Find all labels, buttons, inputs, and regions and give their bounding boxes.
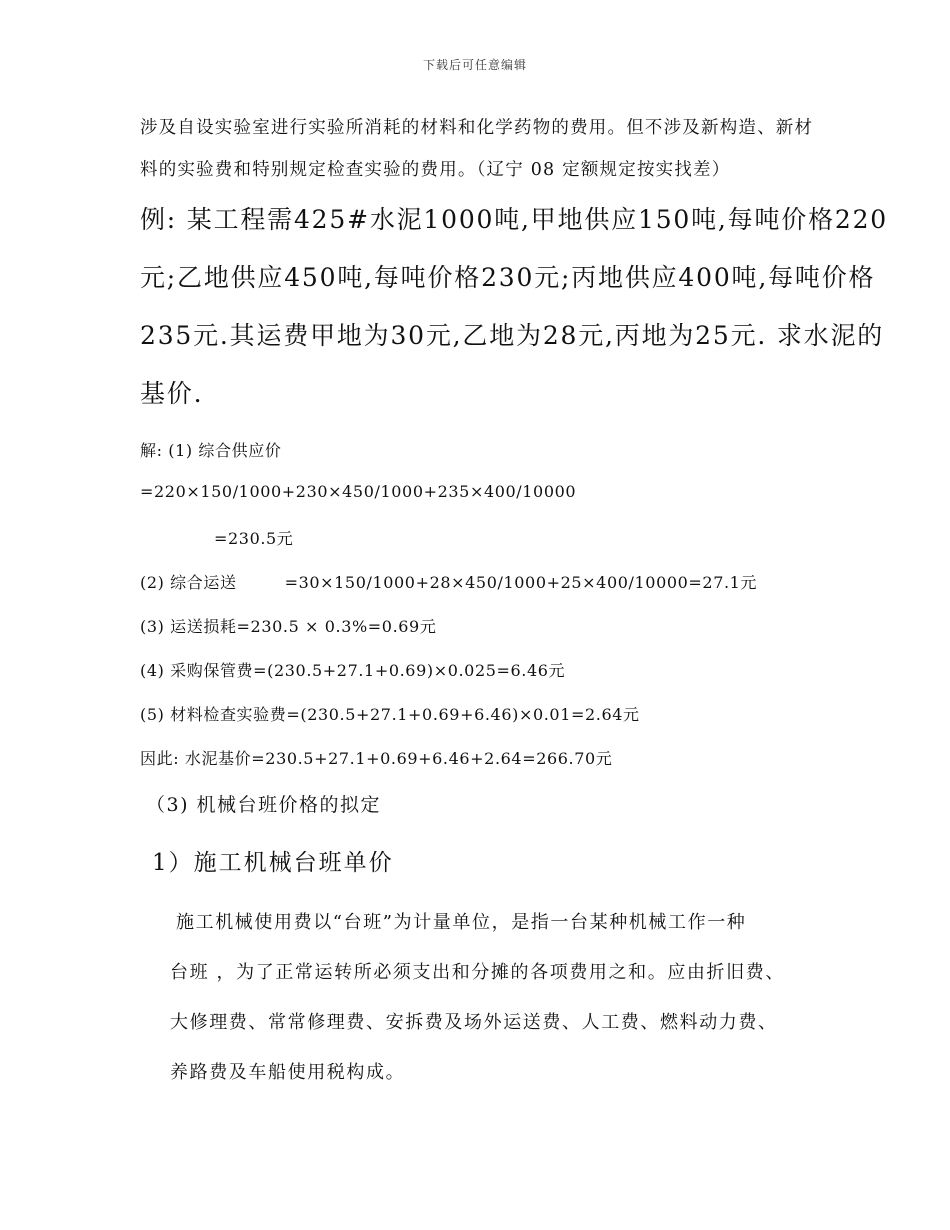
intro-line-2: 料的实验费和特别规定检查实验的费用。（辽宁 08 定额规定按实找差）: [140, 160, 731, 180]
solution-step-4: (4) 采购保管费=(230.5+27.1+0.69)×0.025=6.46元: [140, 661, 566, 680]
step-2-label: (2) 综合运送: [140, 573, 237, 592]
solution-step-2: [140, 570, 757, 593]
solution-step-5: (5) 材料检查实验费=(230.5+27.1+0.69+6.46)×0.01=2.64元: [140, 705, 640, 724]
paragraph-line-4: 养路费及车船使用税构成。: [170, 1062, 406, 1083]
example-line-4: 基价.: [140, 379, 204, 408]
section-3-heading: （3) 机械台班价格的拟定: [146, 794, 382, 816]
subsection-1-heading: 1）施工机械台班单价: [152, 850, 394, 876]
intro-line-1: 涉及自设实验室进行实验所消耗的材料和化学药物的费用。但不涉及新构造、新材: [140, 118, 814, 138]
paragraph-line-1: 施工机械使用费以“台班”为计量单位，是指一台某种机械工作一种: [176, 912, 747, 933]
solution-conclusion: 因此: 水泥基价=230.5+27.1+0.69+6.46+2.64=266.70元: [140, 749, 613, 768]
example-line-3: 235元.其运费甲地为30元,乙地为28元,丙地为25元. 求水泥的: [140, 321, 885, 350]
paragraph-line-2: 台班 ，为了正常运转所必须支出和分摊的各项费用之和。应由折旧费、: [170, 962, 785, 983]
solution-formula-1: =220×150/1000+230×450/1000+235×400/10000: [140, 482, 577, 501]
paragraph-line-3: 大修理费、常常修理费、安拆费及场外运送费、人工费、燃料动力费、: [170, 1012, 778, 1033]
solution-title: 解: (1) 综合供应价: [140, 441, 282, 460]
example-line-2: 元;乙地供应450吨,每吨价格230元;丙地供应400吨,每吨价格: [140, 263, 876, 292]
step-2-formula: =30×150/1000+28×450/1000+25×400/10000=27.1元: [284, 573, 758, 592]
solution-result-1: =230.5元: [214, 529, 294, 548]
page-header: 下载后可任意编辑: [422, 58, 527, 72]
solution-step-3: (3) 运送损耗=230.5 × 0.3%=0.69元: [140, 617, 437, 636]
example-line-1: 例: 某工程需425#水泥1000吨,甲地供应150吨,每吨价格220: [140, 205, 888, 234]
